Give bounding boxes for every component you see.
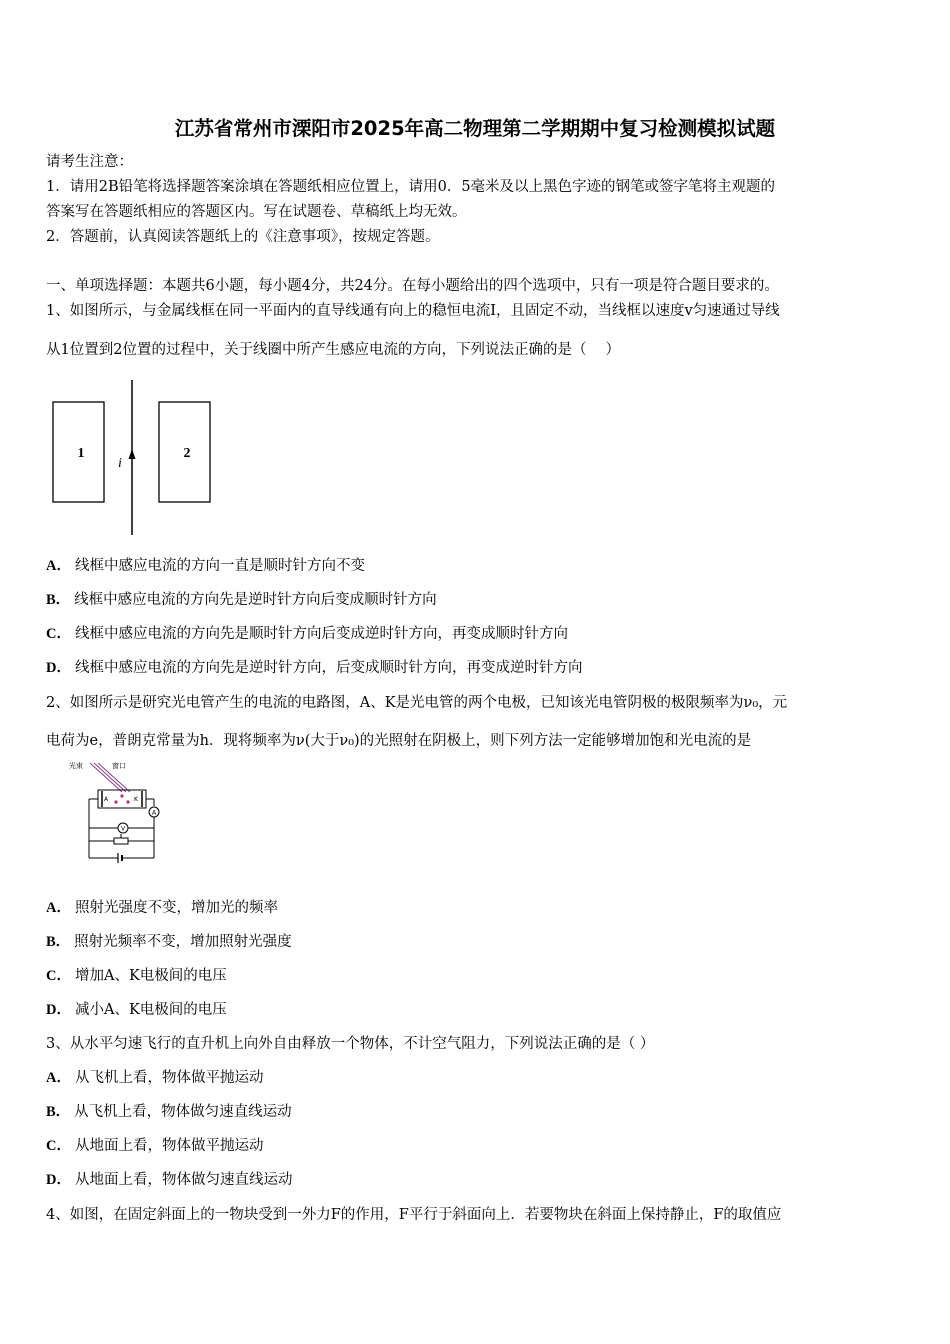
light-beam-label: 光束 (69, 762, 83, 770)
frame-label-1: 1 (77, 446, 85, 461)
q3-option-d: D． 从地面上看，物体做匀速直线运动 (46, 1172, 293, 1188)
anode-label: A (104, 796, 109, 803)
q3-option-a: A． 从飞机上看，物体做平抛运动 (46, 1070, 264, 1086)
question-1-line-1: 1、如图所示，与金属线框在同一平面内的直导线通有向上的稳恒电流I，且固定不动，当线框以速度v匀速通过导线 (46, 303, 780, 319)
q2-option-a: A． 照射光强度不变，增加光的频率 (46, 900, 278, 916)
question-2-figure (66, 758, 176, 868)
question-1-line-2: 从1位置到2位置的过程中，关于线圈中所产生感应电流的方向，下列说法正确的是（ ） (46, 342, 621, 358)
notice-item-2: 2．答题前，认真阅读答题纸上的《注意事项》，按规定答题。 (46, 229, 440, 245)
section-heading: 一、单项选择题：本题共6小题，每小题4分，共24分。在每小题给出的四个选项中，只有一项是符合题目要求的。 (46, 278, 779, 294)
question-2-line-1: 2、如图所示是研究光电管产生的电流的电路图，A、K是光电管的两个电极，已知该光电管阴极的极限频率为ν₀，元 (46, 695, 788, 711)
notice-item-1-line-1: 1．请用2B铅笔将选择题答案涂填在答题纸相应位置上，请用0．5毫米及以上黑色字迹的钢笔或签字笔将主观题的 (46, 179, 776, 195)
question-4-line-1: 4、如图，在固定斜面上的一物块受到一外力F的作用，F平行于斜面向上．若要物块在斜面上保持静止，F的取值应 (46, 1207, 782, 1223)
cathode-label: K (134, 796, 138, 803)
q1-option-b: B． 线框中感应电流的方向先是逆时针方向后变成顺时针方向 (46, 592, 437, 608)
notice-item-1-line-2: 答案写在答题纸相应的答题区内。写在试题卷、草稿纸上均无效。 (46, 204, 467, 220)
q1-option-c: C． 线框中感应电流的方向先是顺时针方向后变成逆时针方向，再变成顺时针方向 (46, 626, 568, 642)
q2-option-b: B． 照射光频率不变，增加照射光强度 (46, 934, 292, 950)
voltmeter-label: V (120, 825, 126, 833)
current-label: i (118, 456, 122, 471)
notice-heading: 请考生注意： (46, 154, 133, 170)
page-title: 江苏省常州市溧阳市2025年高二物理第二学期期中复习检测模拟试题 (174, 117, 776, 140)
rheostat (114, 838, 128, 844)
q1-option-a: A． 线框中感应电流的方向一直是顺时针方向不变 (46, 558, 365, 574)
ammeter-label: A (151, 809, 157, 817)
question-3-line-1: 3、从水平匀速飞行的直升机上向外自由释放一个物体，不计空气阻力，下列说法正确的是（ ） (46, 1036, 655, 1052)
window-label: 窗口 (112, 762, 126, 770)
current-arrow-icon (129, 449, 136, 459)
q2-option-d: D． 减小A、K电极间的电压 (46, 1002, 227, 1018)
q3-option-c: C． 从地面上看，物体做平抛运动 (46, 1138, 264, 1154)
q2-option-c: C． 增加A、K电极间的电压 (46, 968, 227, 984)
frame-label-2: 2 (183, 446, 191, 461)
q1-option-d: D． 线框中感应电流的方向先是逆时针方向，后变成顺时针方向，再变成逆时针方向 (46, 660, 583, 676)
q3-option-b: B． 从飞机上看，物体做匀速直线运动 (46, 1104, 292, 1120)
question-1-figure (46, 375, 226, 540)
question-2-line-2: 电荷为e，普朗克常量为h．现将频率为ν(大于ν₀)的光照射在阴极上，则下列方法一定能够增加饱和光电流的是 (46, 733, 752, 749)
